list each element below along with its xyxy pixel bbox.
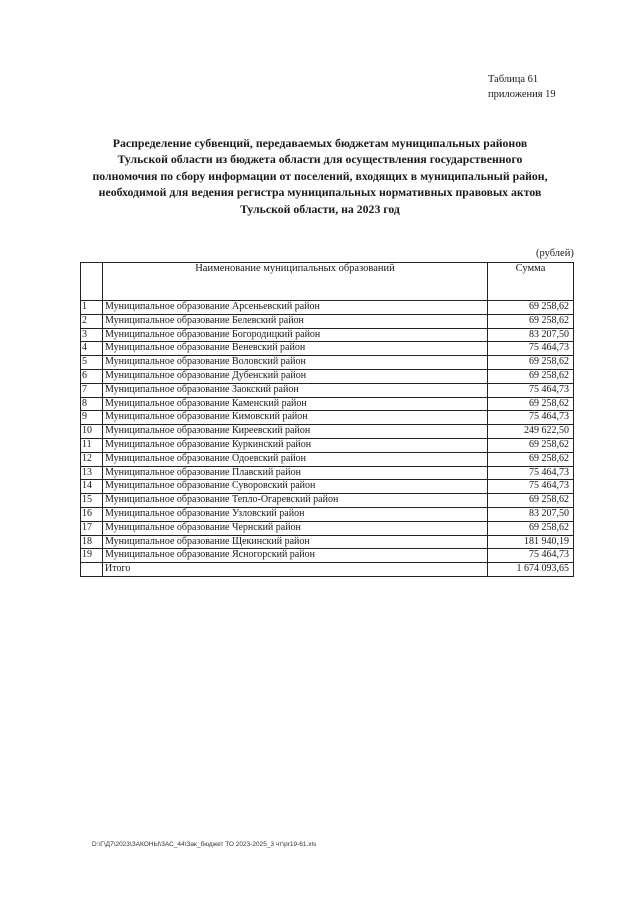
- row-number: 8: [81, 397, 103, 411]
- row-name: Муниципальное образование Кимовский район: [103, 411, 488, 425]
- table-reference: [488, 72, 556, 102]
- title-line-5: Тульской области, на 2023 год: [240, 201, 400, 216]
- row-number: 17: [81, 521, 103, 535]
- row-name: Муниципальное образование Каменский район: [103, 397, 488, 411]
- total-label: Итого: [103, 563, 488, 577]
- units-label: (рублей): [536, 248, 574, 259]
- row-name: Муниципальное образование Суворовский район: [103, 480, 488, 494]
- header-name: Наименование муниципальных образований: [103, 263, 488, 301]
- row-name: Муниципальное образование Заокский район: [103, 383, 488, 397]
- row-sum: 75 464,73: [488, 411, 574, 425]
- row-name: Муниципальное образование Чернский район: [103, 521, 488, 535]
- table-row: [81, 314, 574, 328]
- row-sum: 69 258,62: [488, 438, 574, 452]
- row-sum: 69 258,62: [488, 314, 574, 328]
- table-row: [81, 342, 574, 356]
- total-sum: 1 674 093,65: [488, 563, 574, 577]
- row-sum: 75 464,73: [488, 549, 574, 563]
- row-name: Муниципальное образование Узловский район: [103, 507, 488, 521]
- reference-line-1: Таблица 61: [488, 74, 539, 85]
- header-number: [81, 263, 103, 301]
- table-row: [81, 328, 574, 342]
- table-row: [81, 397, 574, 411]
- title-line-3: полномочия по сбору информации от поселений, входящих в муниципальный район,: [92, 168, 548, 183]
- row-name: Муниципальное образование Дубенский район: [103, 369, 488, 383]
- table-row: [81, 452, 574, 466]
- row-number: 3: [81, 328, 103, 342]
- row-number: 11: [81, 438, 103, 452]
- table-row: [81, 466, 574, 480]
- row-sum: 83 207,50: [488, 507, 574, 521]
- total-number: [81, 563, 103, 577]
- row-number: 9: [81, 411, 103, 425]
- row-number: 7: [81, 383, 103, 397]
- reference-line-2: приложения 19: [488, 89, 556, 100]
- row-sum: 69 258,62: [488, 494, 574, 508]
- table-row: [81, 535, 574, 549]
- table-row: [81, 356, 574, 370]
- row-name: Муниципальное образование Веневский район: [103, 342, 488, 356]
- row-sum: 249 622,50: [488, 425, 574, 439]
- row-sum: 69 258,62: [488, 356, 574, 370]
- row-sum: 69 258,62: [488, 521, 574, 535]
- subsidy-table: [80, 262, 574, 577]
- row-number: 5: [81, 356, 103, 370]
- row-number: 16: [81, 507, 103, 521]
- row-sum: 181 940,19: [488, 535, 574, 549]
- table-row: [81, 507, 574, 521]
- row-sum: 75 464,73: [488, 466, 574, 480]
- table-row: [81, 480, 574, 494]
- document-title: [90, 135, 550, 217]
- table-row: [81, 494, 574, 508]
- header-sum: Сумма: [488, 263, 574, 301]
- row-number: 13: [81, 466, 103, 480]
- row-name: Муниципальное образование Щекинский район: [103, 535, 488, 549]
- table-row: [81, 383, 574, 397]
- title-line-2: Тульской области из бюджета области для осуществления государственного: [117, 152, 523, 167]
- row-sum: 69 258,62: [488, 397, 574, 411]
- table-row: [81, 438, 574, 452]
- table-row: [81, 521, 574, 535]
- row-name: Муниципальное образование Воловский район: [103, 356, 488, 370]
- row-number: 4: [81, 342, 103, 356]
- table-row: [81, 369, 574, 383]
- file-path-footer: D:\Г\Д7\2023\ЗАКОНЫ\ЗАС_44\Зак_бюджет ТО 2023-2025_3 чт\pr19-61.xls: [92, 841, 317, 848]
- row-number: 19: [81, 549, 103, 563]
- row-sum: 75 464,73: [488, 383, 574, 397]
- row-sum: 83 207,50: [488, 328, 574, 342]
- row-name: Муниципальное образование Ясногорский район: [103, 549, 488, 563]
- row-number: 14: [81, 480, 103, 494]
- row-number: 6: [81, 369, 103, 383]
- row-number: 12: [81, 452, 103, 466]
- row-sum: 69 258,62: [488, 301, 574, 315]
- row-number: 10: [81, 425, 103, 439]
- row-number: 1: [81, 301, 103, 315]
- total-row: [81, 563, 574, 577]
- row-number: 18: [81, 535, 103, 549]
- row-name: Муниципальное образование Белевский район: [103, 314, 488, 328]
- row-name: Муниципальное образование Арсеньевский район: [103, 301, 488, 315]
- title-line-1: Распределение субвенций, передаваемых бюджетам муниципальных районов: [112, 136, 528, 150]
- table-row: [81, 411, 574, 425]
- table-row: [81, 301, 574, 315]
- row-number: 2: [81, 314, 103, 328]
- row-sum: 69 258,62: [488, 369, 574, 383]
- table-header-row: [81, 263, 574, 301]
- row-sum: 75 464,73: [488, 480, 574, 494]
- row-name: Муниципальное образование Киреевский район: [103, 425, 488, 439]
- row-name: Муниципальное образование Плавский район: [103, 466, 488, 480]
- table-row: [81, 549, 574, 563]
- table-row: [81, 425, 574, 439]
- row-name: Муниципальное образование Одоевский район: [103, 452, 488, 466]
- row-name: Муниципальное образование Куркинский район: [103, 438, 488, 452]
- row-number: 15: [81, 494, 103, 508]
- title-line-4: необходимой для ведения регистра муниципальных нормативных правовых актов: [98, 185, 542, 200]
- row-sum: 69 258,62: [488, 452, 574, 466]
- row-name: Муниципальное образование Богородицкий район: [103, 328, 488, 342]
- row-sum: 75 464,73: [488, 342, 574, 356]
- row-name: Муниципальное образование Тепло-Огаревский район: [103, 494, 488, 508]
